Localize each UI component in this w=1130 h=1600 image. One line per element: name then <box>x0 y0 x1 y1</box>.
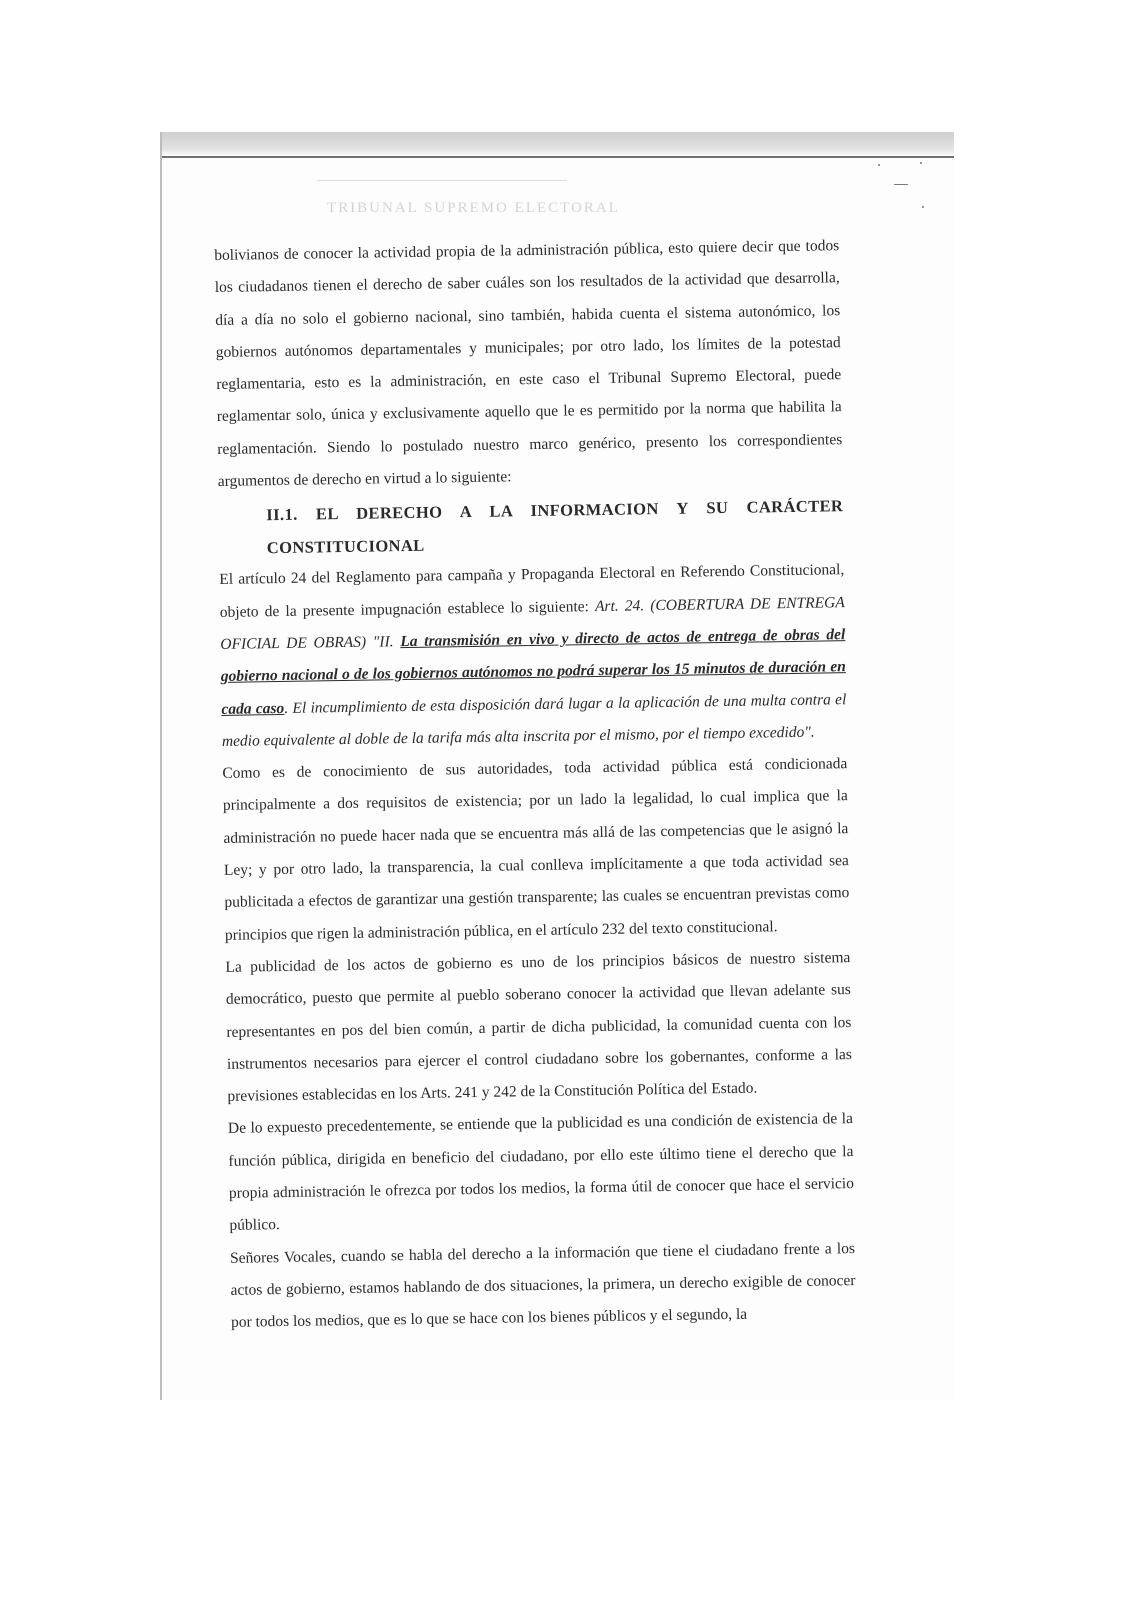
scanned-page <box>160 132 954 1400</box>
section-heading-cont: CONSTITUCIONAL <box>266 536 425 558</box>
scan-specks <box>874 162 934 222</box>
speck <box>878 164 880 166</box>
stamp-line <box>317 180 567 181</box>
scan-top-edge <box>162 132 954 158</box>
paragraph-2-intro: El artículo 24 del Reglamento para campaña y Propaganda Electoral en Referendo Constitucional, objeto de la presente impugnación establece lo siguiente: <box>219 561 845 621</box>
quote-lead: Art. 24. (COBERTURA DE ENTREGA OFICIAL DE OBRAS) "II. <box>220 593 845 653</box>
document-body <box>214 230 856 1339</box>
paragraph-6: Señores Vocales, cuando se habla del derecho a la información que tiene el ciudadano frente a los actos de gobierno, estamos hablando de dos situaciones, la primera, un derecho exigible de conocer por todos los medios, que es lo que se hace con los bienes públicos y el segundo, la <box>229 1239 856 1332</box>
speck <box>920 162 922 164</box>
speck <box>922 206 924 208</box>
quote-tail: . El incumplimiento de esta disposición dará lugar a la aplicación de una multa contra el medio equivalente al doble de la tarifa más alta inscrita por el mismo, por el tiempo excedido". <box>221 690 847 750</box>
quote-emphasis: La transmisión en vivo y directo de actos de entrega de obras del gobierno nacional o de los gobiernos autónomos no podrá superar los 15 minutos de duración en cada caso <box>220 626 846 718</box>
paragraph-4: La publicidad de los actos de gobierno es uno de los principios básicos de nuestro sistema democrático, puesto que permite al pueblo soberano conocer la actividad que llevan adelante sus representantes en pos del bien común, a partir de dicha publicidad, la comunidad cuenta con los instrumentos necesarios para ejercer el control ciudadano sobre los gobernantes, conforme a las previsiones establecidas en los Arts. 241 y 242 de la Constitución Política del Estado. <box>225 949 853 1106</box>
paragraph-5: De lo expuesto precedentemente, se entiende que la publicidad es una condición de existencia de la función pública, dirigida en beneficio del ciudadano, por ello este último tiene el derecho que la propia administración le ofrezca por todos los medios, la forma útil de conocer que hace el servicio público. <box>227 1110 855 1235</box>
section-heading: II.1. EL DERECHO A LA INFORMACION Y SU CARÁCTER <box>266 496 844 525</box>
stamp-text: TRIBUNAL SUPREMO ELECTORAL <box>327 200 620 216</box>
paragraph-2 <box>219 555 847 759</box>
speck <box>894 184 908 185</box>
paragraph-3: Como es de conocimiento de sus autoridades, toda actividad pública está condicionada principalmente a dos requisitos de existencia; por un lado la legalidad, lo cual implica que la administración no puede hacer nada que se encuentra más allá de las competencias que le asignó la Ley; y por otro lado, la transparencia, la cual conlleva implícitamente a que toda actividad sea publicitada a efectos de garantizar una gestión transparente; las cuales se encuentran previstas como principios que rigen la administración pública, en el artículo 232 del texto constitucional. <box>222 755 850 944</box>
faded-stamp <box>317 162 620 224</box>
paragraph-1: bolivianos de conocer la actividad propia de la administración pública, esto quiere decir que todos los ciudadanos tienen el derecho de saber cuáles son los resultados de la actividad que desarrolla, día a día no solo el gobierno nacional, sino también, habida cuenta el sistema autonómico, los gobiernos autónomos departamentales y municipales; por otro lado, los límites de la potestad reglamentaria, esto es la administración, en este caso el Tribunal Supremo Electoral, puede reglamentar solo, única y exclusivamente aquello que le es permitido por la norma que habilita la reglamentación. Siendo lo postulado nuestro marco genérico, presento los correspondientes argumentos de derecho en virtud a lo siguiente: <box>214 237 843 491</box>
